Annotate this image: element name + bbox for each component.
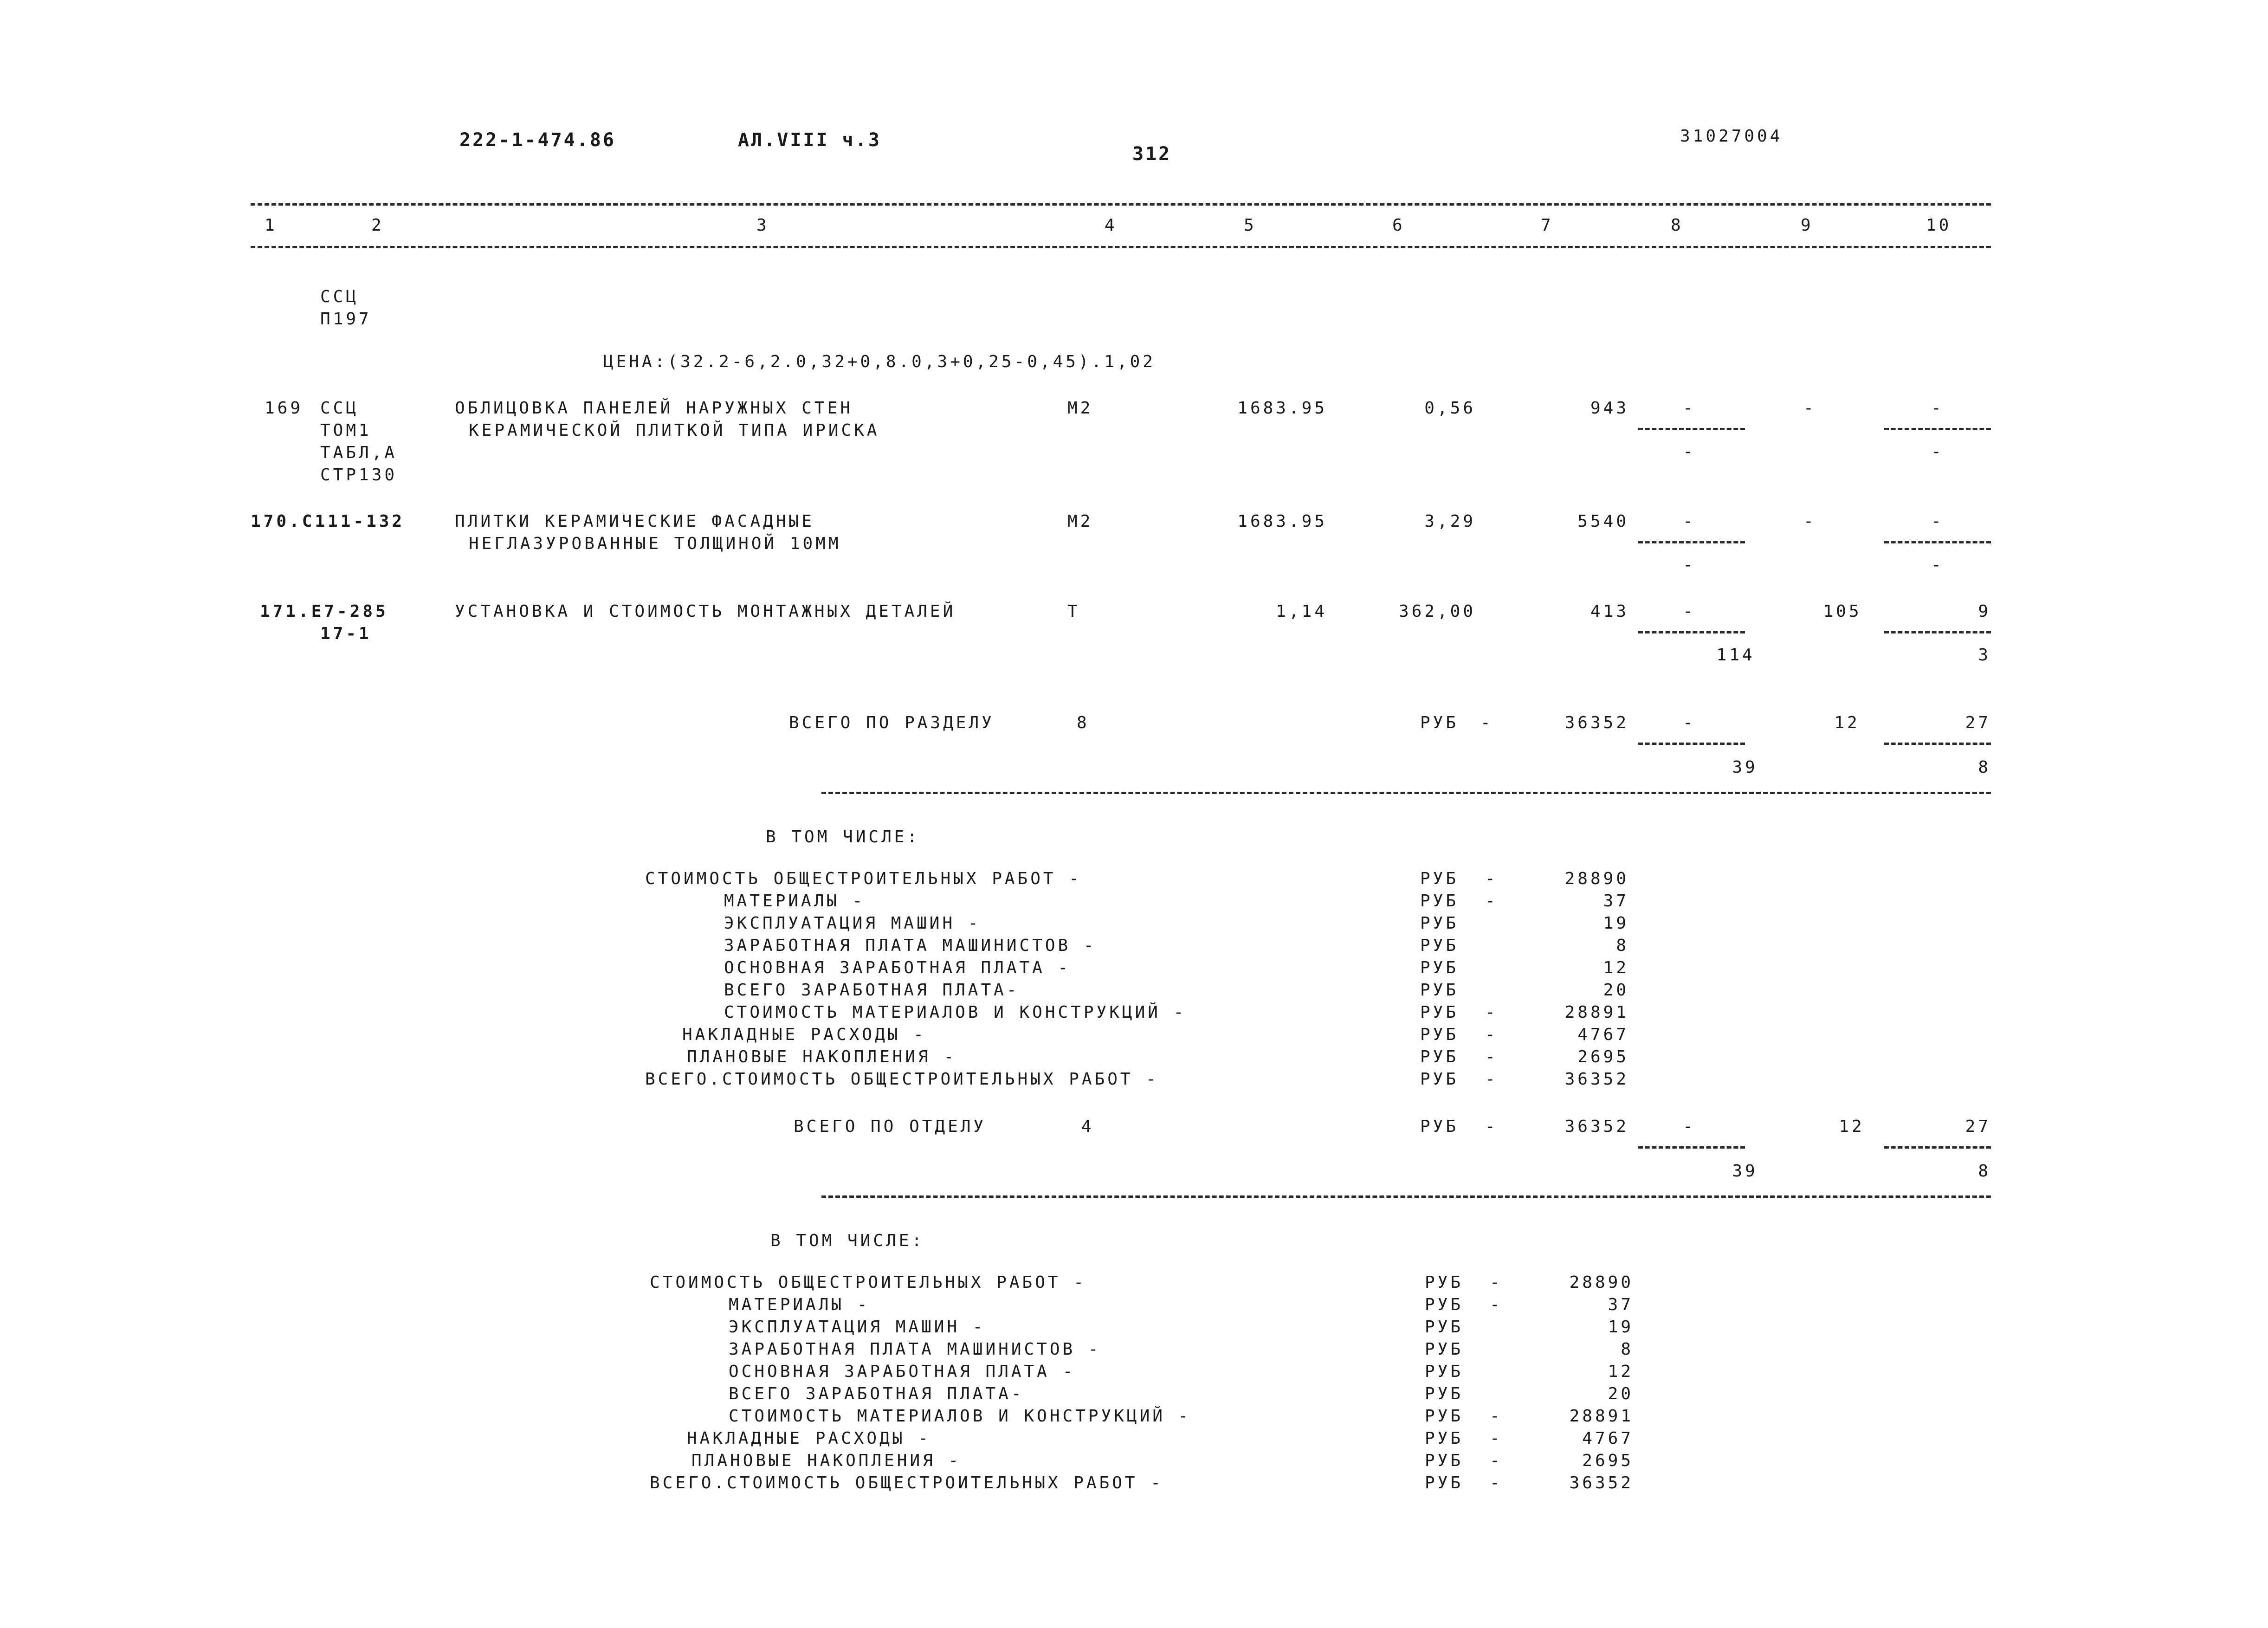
breakdown-unit: РУБ <box>1425 1473 1464 1492</box>
breakdown-value: 12 <box>1608 1362 1634 1381</box>
breakdown-label: НАКЛАДНЫЕ РАСХОДЫ - <box>682 1025 926 1044</box>
row-col10-lower: 3 <box>1978 646 1991 665</box>
breakdown-label: ПЛАНОВЫЕ НАКОПЛЕНИЯ - <box>691 1451 962 1470</box>
row-ref: СТР130 <box>320 465 398 485</box>
breakdown-value: 19 <box>1603 914 1629 933</box>
breakdown-value: 36352 <box>1564 1070 1629 1089</box>
row-total: 943 <box>1590 399 1629 418</box>
breakdown-label: ЭКСПЛУАТАЦИЯ МАШИН - <box>729 1318 986 1337</box>
row-ref: ТОМ1 <box>320 421 372 440</box>
breakdown-label: СТОИМОСТЬ МАТЕРИАЛОВ И КОНСТРУКЦИЙ - <box>729 1407 1191 1426</box>
row-description: ПЛИТКИ КЕРАМИЧЕСКИЕ ФАСАДНЫЕ <box>455 512 814 531</box>
breakdown-label: ВСЕГО ЗАРАБОТНАЯ ПЛАТА- <box>729 1384 1024 1403</box>
row-col8: - <box>1683 399 1696 418</box>
breakdown-dash: - <box>1485 1047 1498 1066</box>
dept-total-dash: - <box>1485 1117 1498 1136</box>
row-col9: - <box>1803 399 1816 418</box>
breakdown-value: 19 <box>1608 1318 1634 1337</box>
row-number: 171.Е7-285 <box>260 602 388 621</box>
breakdown-label: ПЛАНОВЫЕ НАКОПЛЕНИЯ - <box>687 1047 957 1066</box>
col-header-7: 7 <box>1541 216 1554 235</box>
row-quantity: 1683.95 <box>1237 512 1327 531</box>
fraction-rule <box>1638 631 1745 633</box>
breakdown-unit: РУБ <box>1425 1429 1464 1448</box>
row-col8-lower: - <box>1683 442 1696 461</box>
breakdown-unit: РУБ <box>1425 1318 1464 1337</box>
fraction-rule <box>1638 428 1745 430</box>
breakdown-label: НАКЛАДНЫЕ РАСХОДЫ - <box>687 1429 931 1448</box>
row-ref: 17-1 <box>320 624 372 643</box>
col-header-2: 2 <box>371 216 384 235</box>
breakdown-value: 36352 <box>1569 1473 1634 1492</box>
breakdown-label: ЭКСПЛУАТАЦИЯ МАШИН - <box>724 914 981 933</box>
section-separator <box>821 1195 1991 1198</box>
album-label: АЛ.VIII ч.3 <box>738 129 881 151</box>
row-quantity: 1,14 <box>1276 602 1327 621</box>
breakdown-value: 12 <box>1603 958 1629 977</box>
section-total-value: 36352 <box>1564 713 1629 732</box>
dept-total-col8-lower: 39 <box>1732 1162 1758 1181</box>
row-description: ОБЛИЦОВКА ПАНЕЛЕЙ НАРУЖНЫХ СТЕН <box>455 399 853 418</box>
row-col10: 9 <box>1978 602 1991 621</box>
document-code: 222-1-474.86 <box>459 129 616 151</box>
breakdown-unit: РУБ <box>1420 892 1459 911</box>
breakdown-value: 37 <box>1608 1295 1634 1314</box>
breakdown-value: 4767 <box>1577 1025 1629 1044</box>
breakdown-label: ВСЕГО ЗАРАБОТНАЯ ПЛАТА- <box>724 981 1020 1000</box>
breakdown-unit: РУБ <box>1420 936 1459 955</box>
section-total-dash: - <box>1480 713 1493 732</box>
breakdown-unit: РУБ <box>1425 1273 1464 1292</box>
row-ref: ТАБЛ,А <box>320 443 398 462</box>
dept-total-value: 36352 <box>1564 1117 1629 1136</box>
breakdown-unit: РУБ <box>1420 1003 1459 1022</box>
breakdown-value: 28890 <box>1569 1273 1634 1292</box>
header-rule-bottom <box>251 246 1991 248</box>
breakdown-label: МАТЕРИАЛЫ - <box>724 892 866 911</box>
breakdown-value: 28891 <box>1569 1407 1634 1426</box>
header-rule-top <box>251 203 1991 206</box>
breakdown-unit: РУБ <box>1425 1384 1464 1403</box>
breakdown-dash: - <box>1490 1295 1503 1314</box>
dept-total-col10-lower: 8 <box>1978 1162 1991 1181</box>
breakdown-dash: - <box>1485 869 1498 888</box>
breakdown-dash: - <box>1485 1003 1498 1022</box>
breakdown-unit: РУБ <box>1425 1407 1464 1426</box>
dept-total-unit: РУБ <box>1420 1117 1459 1136</box>
breakdown-value: 20 <box>1608 1384 1634 1403</box>
breakdown-unit: РУБ <box>1420 869 1459 888</box>
breakdown-value: 20 <box>1603 981 1629 1000</box>
document-number: 31027004 <box>1680 127 1783 146</box>
breakdown-value: 8 <box>1616 936 1629 955</box>
breakdown-dash: - <box>1485 1025 1498 1044</box>
breakdown-dash: - <box>1490 1451 1503 1470</box>
row-col8-lower: - <box>1683 556 1696 575</box>
breakdown-unit: РУБ <box>1420 1070 1459 1089</box>
breakdown-dash: - <box>1485 892 1498 911</box>
price-formula: ЦЕНА:(32.2-6,2.0,32+0,8.0,3+0,25-0,45).1,02 <box>603 352 1156 371</box>
section-total-label: ВСЕГО ПО РАЗДЕЛУ <box>789 713 995 732</box>
pre-ref-1: ССЦ <box>320 287 359 306</box>
row-number: 170.С111-132 <box>251 512 405 531</box>
section-total-col8-lower: 39 <box>1732 758 1758 777</box>
breakdown-unit: РУБ <box>1425 1362 1464 1381</box>
breakdown-unit: РУБ <box>1425 1295 1464 1314</box>
breakdown-label: ОСНОВНАЯ ЗАРАБОТНАЯ ПЛАТА - <box>729 1362 1076 1381</box>
fraction-rule <box>1884 541 1991 543</box>
breakdown-unit: РУБ <box>1420 1047 1459 1066</box>
breakdown-value: 4767 <box>1582 1429 1634 1448</box>
row-number: 169 <box>265 399 304 418</box>
breakdown-label: ОСНОВНАЯ ЗАРАБОТНАЯ ПЛАТА - <box>724 958 1071 977</box>
breakdown-unit: РУБ <box>1420 1025 1459 1044</box>
row-unit: М2 <box>1067 399 1093 418</box>
breakdown-label: СТОИМОСТЬ ОБЩЕСТРОИТЕЛЬНЫХ РАБОТ - <box>645 869 1082 888</box>
row-description: НЕГЛАЗУРОВАННЫЕ ТОЛЩИНОЙ 10ММ <box>469 534 841 553</box>
page-number: 312 <box>1132 143 1172 165</box>
section-total-col10: 27 <box>1965 713 1991 732</box>
breakdown-unit: РУБ <box>1420 914 1459 933</box>
row-unit: Т <box>1067 602 1080 621</box>
pre-ref-2: П197 <box>320 310 372 329</box>
breakdown-dash: - <box>1490 1273 1503 1292</box>
row-col8: - <box>1683 602 1696 621</box>
row-col9: - <box>1803 512 1816 531</box>
row-total: 5540 <box>1577 512 1629 531</box>
breakdown-dash: - <box>1485 1070 1498 1089</box>
row-description: УСТАНОВКА И СТОИМОСТЬ МОНТАЖНЫХ ДЕТАЛЕЙ <box>455 602 956 621</box>
row-price: 0,56 <box>1424 399 1476 418</box>
fraction-rule <box>1884 428 1991 430</box>
row-col8-lower: 114 <box>1716 646 1755 665</box>
dept-total-col8: - <box>1683 1117 1696 1136</box>
breakdown-unit: РУБ <box>1420 958 1459 977</box>
dept-total-label: ВСЕГО ПО ОТДЕЛУ <box>794 1117 987 1136</box>
breakdown-label: ВСЕГО.СТОИМОСТЬ ОБЩЕСТРОИТЕЛЬНЫХ РАБОТ - <box>645 1070 1159 1089</box>
breakdown-unit: РУБ <box>1425 1451 1464 1470</box>
col-header-6: 6 <box>1392 216 1405 235</box>
row-total: 413 <box>1590 602 1629 621</box>
section-separator <box>821 792 1991 794</box>
breakdown-dash: - <box>1490 1429 1503 1448</box>
breakdown-dash: - <box>1490 1473 1503 1492</box>
col-header-9: 9 <box>1801 216 1814 235</box>
col-header-5: 5 <box>1244 216 1257 235</box>
section-total-col9: 12 <box>1834 713 1860 732</box>
breakdown-label: ВСЕГО.СТОИМОСТЬ ОБЩЕСТРОИТЕЛЬНЫХ РАБОТ - <box>650 1473 1163 1492</box>
row-unit: М2 <box>1067 512 1093 531</box>
dept-total-code: 4 <box>1081 1117 1094 1136</box>
section-total-unit: РУБ <box>1420 713 1459 732</box>
dept-total-col9: 12 <box>1839 1117 1865 1136</box>
breakdown-label: СТОИМОСТЬ ОБЩЕСТРОИТЕЛЬНЫХ РАБОТ - <box>650 1273 1086 1292</box>
section-total-col10-lower: 8 <box>1978 758 1991 777</box>
fraction-rule <box>1638 743 1745 745</box>
row-col10: - <box>1931 399 1944 418</box>
breakdown-value: 37 <box>1603 892 1629 911</box>
breakdown-unit: РУБ <box>1420 981 1459 1000</box>
row-ref: ССЦ <box>320 399 359 418</box>
breakdown-value: 28891 <box>1564 1003 1629 1022</box>
breakdown-value: 2695 <box>1577 1047 1629 1066</box>
dept-total-col10: 27 <box>1965 1117 1991 1136</box>
breakdown-value: 28890 <box>1564 869 1629 888</box>
breakdown-label: СТОИМОСТЬ МАТЕРИАЛОВ И КОНСТРУКЦИЙ - <box>724 1003 1187 1022</box>
fraction-rule <box>1638 541 1745 543</box>
fraction-rule <box>1884 631 1991 633</box>
breakdown-label: ЗАРАБОТНАЯ ПЛАТА МАШИНИСТОВ - <box>724 936 1097 955</box>
row-col10-lower: - <box>1931 442 1944 461</box>
row-description: КЕРАМИЧЕСКОЙ ПЛИТКОЙ ТИПА ИРИСКА <box>469 421 880 440</box>
breakdown-value: 2695 <box>1582 1451 1634 1470</box>
fraction-rule <box>1884 743 1991 745</box>
breakdown-dash: - <box>1490 1407 1503 1426</box>
breakdown-label: МАТЕРИАЛЫ - <box>729 1295 870 1314</box>
col-header-10: 10 <box>1926 216 1952 235</box>
row-col8: - <box>1683 512 1696 531</box>
row-quantity: 1683.95 <box>1237 399 1327 418</box>
col-header-1: 1 <box>265 216 278 235</box>
fraction-rule <box>1884 1146 1991 1149</box>
col-header-3: 3 <box>756 216 769 235</box>
row-price: 3,29 <box>1424 512 1476 531</box>
col-header-8: 8 <box>1671 216 1684 235</box>
section-total-code: 8 <box>1077 713 1090 732</box>
row-col9: 105 <box>1823 602 1862 621</box>
row-col10-lower: - <box>1931 556 1944 575</box>
section-total-col8: - <box>1683 713 1696 732</box>
col-header-4: 4 <box>1105 216 1118 235</box>
breakdown-unit: РУБ <box>1425 1340 1464 1359</box>
row-col10: - <box>1931 512 1944 531</box>
row-price: 362,00 <box>1398 602 1476 621</box>
fraction-rule <box>1638 1146 1745 1149</box>
breakdown-label: ЗАРАБОТНАЯ ПЛАТА МАШИНИСТОВ - <box>729 1340 1101 1359</box>
breakdown-heading: В ТОМ ЧИСЛЕ: <box>770 1231 925 1250</box>
breakdown-value: 8 <box>1621 1340 1634 1359</box>
breakdown-heading: В ТОМ ЧИСЛЕ: <box>766 827 920 846</box>
